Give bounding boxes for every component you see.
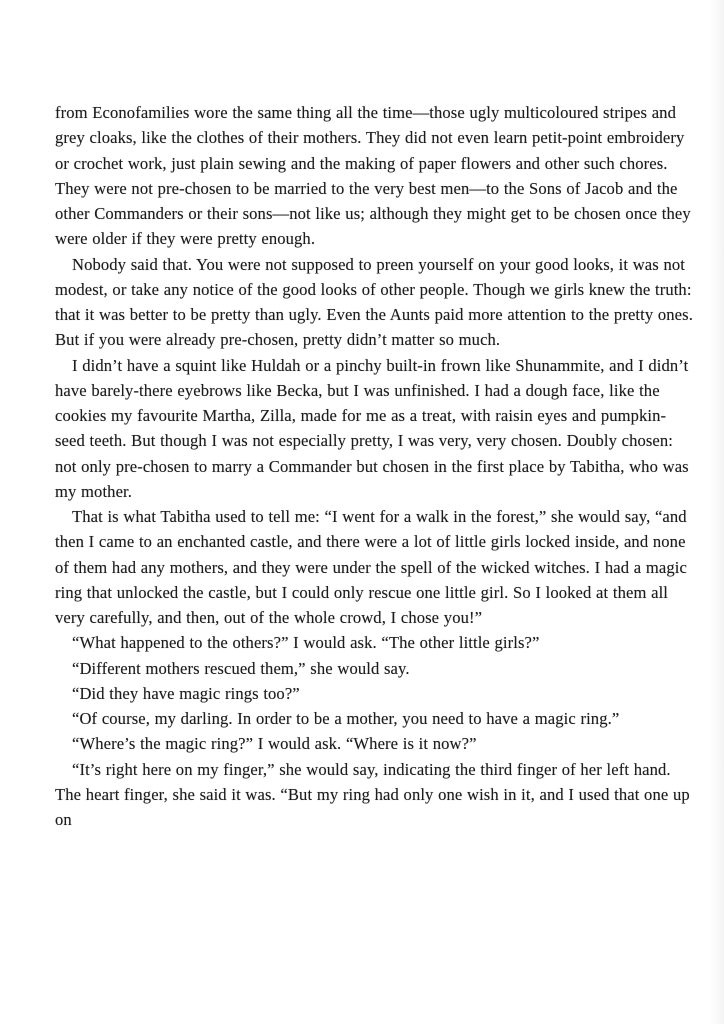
body-paragraph: “It’s right here on my finger,” she would say, indicating the third finger of her left hand. The heart finger, she said it was. “But my ring had only one wish in it, and I used that one up on bbox=[55, 759, 690, 829]
body-paragraph: from Econofamilies wore the same thing all the time—those ugly multicoloured stripes and grey cloaks, like the clothes of their mothers. They did not even learn petit-point embroidery or crochet work, just plain sewing and the making of paper flowers and other such chores. They were not pre-chosen to be married to the very best men—to the Sons of Jacob and the other Commanders or their sons—not like us; although they might get to be chosen once they were older if they were pretty enough. bbox=[55, 103, 691, 249]
body-paragraph: Nobody said that. You were not supposed to preen yourself on your good looks, it was not modest, or take any notice of the good looks of other people. Though we girls knew the truth: that it was better to be pretty than ugly. Even the Aunts paid more attention to the pretty ones. But if you were already pre-chosen, pretty didn’t matter so much. bbox=[55, 254, 693, 350]
body-paragraph: That is what Tabitha used to tell me: “I went for a walk in the forest,” she would say, “and then I came to an enchanted castle, and there were a lot of little girls locked inside, and none of them had any mothers, and they were under the spell of the wicked witches. I had a magic ring that unlocked the castle, but I could only rescue one little girl. So I looked at them all very carefully, and then, out of the whole crowd, I chose you!” bbox=[55, 507, 687, 627]
dialogue-paragraph: “Where’s the magic ring?” I would ask. “Where is it now?” bbox=[72, 734, 477, 754]
dialogue-paragraph: “Did they have magic rings too?” bbox=[72, 683, 300, 703]
dialogue-paragraph: “What happened to the others?” I would ask. “The other little girls?” bbox=[72, 633, 540, 653]
dialogue-paragraph: “Different mothers rescued them,” she would say. bbox=[72, 658, 410, 678]
scan-edge-shadow bbox=[708, 0, 724, 1024]
body-paragraph: I didn’t have a squint like Huldah or a pinchy built-in frown like Shunammite, and I didn’t have barely-there eyebrows like Becka, but I was unfinished. I had a dough face, like the cookies my favourite Martha, Zilla, made for me as a treat, with raisin eyes and pumpkin-seed teeth. But though I was not especially pretty, I was very, very chosen. Doubly chosen: not only pre-chosen to marry a Commander but chosen in the first place by Tabitha, who was my mother. bbox=[55, 355, 689, 501]
page-text-block bbox=[55, 100, 696, 832]
dialogue-paragraph: “Of course, my darling. In order to be a mother, you need to have a magic ring.” bbox=[72, 709, 620, 728]
